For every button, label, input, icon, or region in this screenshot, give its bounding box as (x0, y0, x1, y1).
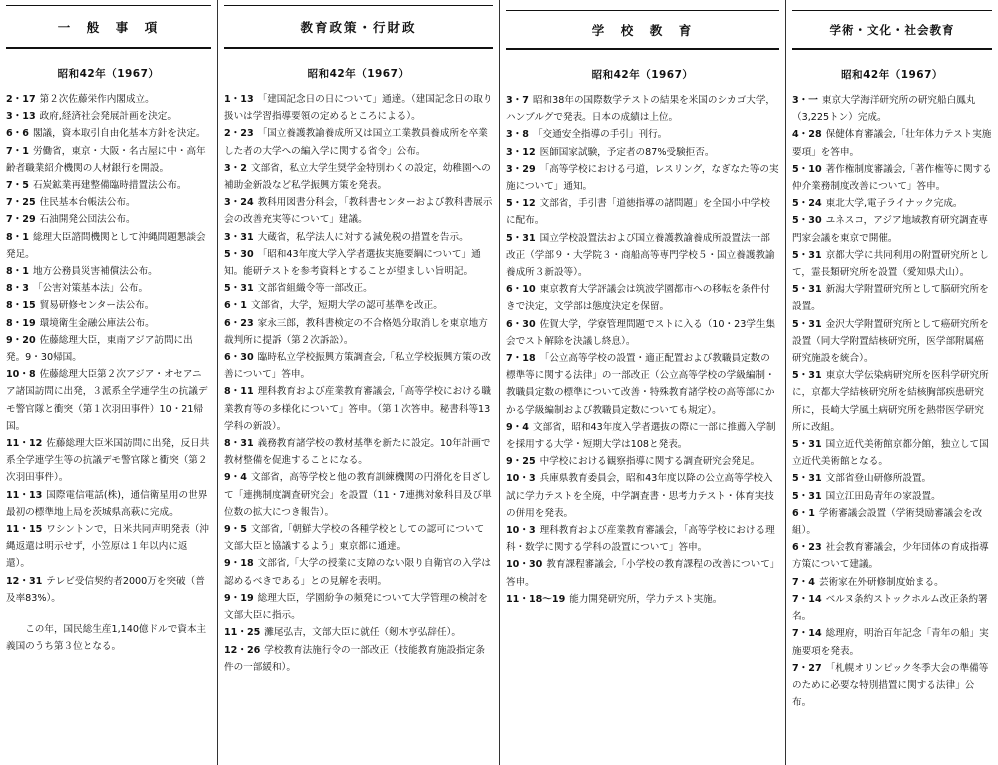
chronology-entry (224, 555, 493, 589)
entry-text: 石炭鉱業再建整備臨時措置法公布。 (32, 180, 187, 192)
entry-text: 義務教育諸学校の教材基準を新たに設定。10年計画で教材整備を促進することになる。 (224, 438, 491, 467)
entry-text: 医師国家試験，予定者の87%受験拒否。 (539, 146, 715, 158)
entry-date: 9・4 (506, 421, 529, 433)
chronology-entry (6, 177, 211, 194)
entry-date: 6・10 (506, 284, 536, 296)
entry-list (792, 92, 992, 711)
entry-date: 1・13 (224, 94, 254, 105)
entry-text: 社会教育審議会，少年団体の育成指導方策について建議。 (792, 542, 989, 571)
chronology-entry (224, 194, 493, 228)
chronology-entry (506, 230, 779, 282)
entry-text: 佐藤総理大臣米国訪問に出発，反日共系全学連学生等の抗議デモ警官隊と衝突（第２次羽田事件）。 (6, 438, 210, 484)
chronology-entry (792, 161, 992, 195)
chronology-entry (792, 505, 992, 539)
entry-date: 9・5 (224, 524, 247, 536)
entry-date: 5・31 (224, 283, 254, 295)
entry-date: 11・15 (6, 524, 43, 536)
entry-text: 兵庫県教育委員会，昭和43年度以降の公立高等学校入試に学力テストを全廃，中学調査書・思考力テスト・体育実技の併用を発表。 (506, 473, 774, 519)
chronology-entry (6, 332, 211, 366)
chronology-entry (792, 574, 992, 591)
entry-text: 東北大学,電子ライナック完成。 (825, 198, 963, 210)
chronology-entry (6, 263, 211, 280)
entry-date: 7・27 (792, 662, 822, 674)
entry-text: 昭和38年の国際数学テストの結果を米国のシカゴ大学，ハンブルグで発表。日本の成績は上位。 (506, 95, 776, 124)
chronology-entry (506, 591, 779, 608)
entry-date: 5・31 (792, 439, 822, 451)
column-school-education (499, 0, 785, 765)
chronology-entry (792, 195, 992, 212)
entry-text: 東京教育大学評議会は筑波学園都市への移転を条件付きで決定，文学部は態度決定を保留。 (506, 284, 770, 313)
chronology-entry (506, 556, 779, 590)
entry-text: 能力開発研究所，学力テスト実施。 (569, 593, 723, 605)
entry-date: 4・28 (792, 129, 822, 141)
chronology-entry (506, 350, 779, 419)
entry-text: 佐賀大学，学寮管理問題でストに入る（10・23学生集会でスト解除を決議し終息）。 (506, 318, 776, 347)
entry-date: 7・18 (506, 353, 536, 365)
entry-date: 5・31 (792, 473, 822, 485)
chronology-entry (224, 383, 493, 435)
chronology-entry (224, 590, 493, 624)
chronology-entry (6, 194, 211, 211)
entry-date: 7・14 (792, 593, 822, 605)
chronology-entry (506, 144, 779, 161)
entry-text: ベルヌ条約ストックホルム改正条約署名。 (792, 593, 988, 623)
chronology-entry (224, 521, 493, 555)
chronology-entry (224, 469, 493, 521)
entry-date: 11・25 (224, 627, 261, 639)
entry-date: 10・3 (506, 525, 536, 537)
entry-text: 佐藤総理大臣，東南アジア訪問に出発。9・30帰国。 (6, 334, 193, 364)
entry-date: 8・3 (6, 283, 29, 295)
entry-text: 「高等学校における弓道，レスリング，なぎなた等の実施について」通知。 (506, 163, 779, 193)
chronology-entry (506, 126, 779, 143)
entry-text: 総理大臣諮問機関として沖縄問題懇談会発足。 (6, 231, 206, 260)
entry-date: 5・31 (792, 490, 822, 502)
entry-text: 第２次佐藤栄作内閣成立。 (39, 94, 155, 105)
chronology-entry (6, 521, 211, 573)
entry-text: 環境衛生金融公庫法公布。 (39, 317, 155, 329)
entry-text: 学術審議会設置（学術奨励審議会を改組）。 (792, 507, 983, 537)
chronology-entry (506, 92, 779, 126)
entry-date: 6・1 (224, 300, 247, 312)
chronology-entry (792, 316, 992, 368)
chronology-entry (6, 108, 211, 125)
chronology-entry (6, 297, 211, 314)
entry-text: 佐藤総理大臣第２次アジア・オセアニア諸国訪問に出発，３派系全学連学生の抗議デモ警官隊と衝突（第１次羽田事件）10・21帰国。 (6, 369, 208, 432)
chronology-entry (224, 280, 493, 297)
chronology-entry (6, 211, 211, 228)
chronology-entry (224, 349, 493, 383)
column-education-policy (217, 0, 499, 765)
chronology-entry (6, 487, 211, 521)
entry-date: 8・1 (6, 231, 29, 243)
chronology-entry (506, 195, 779, 229)
chronology-entry (6, 573, 211, 607)
entry-date: 6・30 (224, 352, 254, 364)
entry-date: 9・4 (224, 472, 247, 484)
year-heading: 昭和42年（1967） (307, 68, 410, 80)
entry-date: 6・30 (506, 318, 536, 330)
entry-date: 8・19 (6, 317, 36, 329)
entry-text: 学校教育法施行令の一部改正（技能教育施設指定条件の一部緩和）。 (224, 644, 485, 673)
chronology-entry (6, 315, 211, 332)
entry-text: 教科用図書分科会，「教科書センターおよび教科書展示会の改善充実等について」建議。 (224, 197, 493, 226)
entry-date: 7・5 (6, 180, 29, 192)
chronology-entry (792, 488, 992, 505)
entry-text: 金沢大学附置研究所として癌研究所を設置（同大学附置結核研究所，医学部附属癌研究施設を統合）。 (792, 318, 989, 365)
entry-date: 9・18 (224, 558, 254, 570)
chronology-entry (792, 660, 992, 712)
entry-text: 文部省，昭和43年度入学者選抜の際に一部に推薦入学制を採用する大学・短期大学は108と発表。 (506, 421, 776, 451)
chronology-entry (6, 435, 211, 487)
chronology-entry (224, 297, 493, 314)
entry-text: 大蔵省，私学法人に対する減免税の措置を告示。 (257, 231, 469, 243)
column-header: 学 校 教 育 (506, 10, 779, 50)
entry-text: ユネスコ，アジア地域教育研究調査専門家会議を東京で開催。 (792, 215, 988, 244)
entry-date: 11・13 (6, 489, 43, 501)
entry-date: 6・23 (224, 317, 254, 329)
entry-text: 労働省，東京・大阪・名古屋に中・高年齢者職業紹介機関の人材銀行を開設。 (6, 145, 206, 174)
entry-text: 国際電信電話(株)，通信衛星用の世界最初の標準地上局を茨城県高萩に完成。 (6, 489, 208, 518)
chronology-entry (792, 212, 992, 246)
entry-text: 東京大学海洋研究所の研究船白鳳丸（3,225トン）完成。 (792, 95, 976, 124)
entry-date: 3・12 (506, 146, 536, 158)
chronology-entry (792, 367, 992, 436)
entry-text: 「公害対策基本法」公布。 (32, 283, 149, 295)
entry-text: 東京大学伝染病研究所を医科学研究所に，京都大学結核研究所を結核胸部疾患研究所に，長崎大学風土病研究所を熱帯医学研究所に改組。 (792, 370, 989, 433)
entry-date: 12・26 (224, 644, 261, 656)
entry-text: 文部省組織令等一部改正。 (257, 283, 373, 295)
chronology-entry (792, 470, 992, 487)
chronology-entry (6, 280, 211, 297)
chronology-entry (224, 160, 493, 194)
entry-text: 京都大学に共同利用の附置研究所として，霊長類研究所を設置（愛知県犬山）。 (792, 249, 989, 279)
entry-text: 住民基本台帳法公布。 (39, 197, 136, 209)
entry-date: 6・1 (792, 507, 815, 519)
chronology-entry (6, 229, 211, 263)
entry-date: 8・11 (224, 386, 254, 398)
entry-date: 5・31 (792, 370, 822, 382)
entry-date: 12・31 (6, 575, 43, 587)
chronology-entry (6, 125, 211, 142)
entry-text: 国立近代美術館京都分館，独立して国立近代美術館となる。 (792, 439, 989, 468)
entry-text: 総理府，明治百年記念「青年の船」実施要項を発表。 (792, 628, 989, 657)
entry-date: 8・15 (6, 300, 36, 312)
entry-date: 5・31 (792, 284, 822, 296)
entry-date: 2・23 (224, 128, 254, 140)
entry-date: 10・8 (6, 369, 36, 381)
entry-date: 7・29 (6, 214, 36, 226)
entry-text: 教育課程審議会,「小学校の教育課程の改善について」答申。 (506, 559, 775, 588)
entry-list (6, 91, 211, 607)
entry-text: 「国立養護教諭養成所又は国立工業教員養成所を卒業した者の大学への編入学に関する省令」公布。 (224, 128, 488, 157)
entry-text: ワシントンで，日米共同声明発表（沖縄返還は明示せず，小笠原は１年以内に返還）。 (6, 524, 209, 570)
chronology-entry (224, 315, 493, 349)
chronology-entry (506, 281, 779, 315)
chronology-entry (6, 143, 211, 177)
chronology-entry (792, 591, 992, 625)
entry-text: 文部省，大学，短期大学の認可基準を改正。 (250, 300, 443, 312)
year-heading: 昭和42年（1967） (841, 69, 943, 81)
closing-note: この年，国民総生産1,140億ドルで資本主義国のうち第３位となる。 (6, 624, 207, 653)
entry-text: 「交通安全指導の手引」刊行。 (532, 129, 668, 141)
entry-date: 3・13 (6, 111, 36, 123)
entry-text: 国立学校設置法および国立養護教諭養成所設置法一部改正（学部９・大学院３・商船高等専門学校５・国立養護教諭養成所３新設等）。 (506, 232, 775, 279)
entry-text: テレビ受信契約者2000万を突破（普及率83%）。 (6, 575, 205, 604)
chronology-entry (792, 625, 992, 659)
entry-text: 国立江田島青年の家設置。 (825, 490, 941, 502)
entry-date: 11・12 (6, 438, 43, 450)
entry-text: 「昭和43年度大学入学者選抜実施要綱について」通知。能研テストを参考資料とすることが望ましい旨明記。 (224, 248, 481, 278)
chronology-entry (792, 281, 992, 315)
chronology-entry (506, 316, 779, 350)
entry-date: 7・14 (792, 628, 822, 640)
chronology-entry (224, 642, 493, 676)
entry-text: 地方公務員災害補償法公布。 (32, 266, 158, 278)
entry-date: 8・1 (6, 266, 29, 278)
entry-date: 6・23 (792, 542, 822, 554)
column-general-affairs (0, 0, 217, 765)
entry-text: 「公立高等学校の設置・適正配置および教職員定数の標準等に関する法律」の一部改正（公立高等学校の学級編制・教職員定数の標準について改善・特殊教育諸学校の高等部にかかる学級編制および教職員定数についても規定）。 (506, 353, 775, 416)
entry-date: 7・4 (792, 576, 815, 588)
entry-date: 7・1 (6, 145, 29, 157)
entry-date: 5・12 (506, 198, 536, 210)
entry-text: 著作権制度審議会,「著作権等に関する仲介業務制度改善について」答申。 (792, 163, 992, 193)
entry-text: 理科教育および産業教育審議会,「高等学校における職業教育等の多様化について」答申。（第１次答申。秘書科等13学科の新設）。 (224, 386, 491, 432)
entry-date: 9・20 (6, 334, 36, 346)
entry-date: 10・3 (506, 473, 536, 485)
entry-text: 新潟大学附置研究所として脳研究所を設置。 (792, 284, 989, 313)
chronology-entry (6, 91, 211, 108)
column-header: 教育政策・行財政 (224, 5, 493, 49)
chronology-entry (792, 126, 992, 160)
entry-date: 11・18〜19 (506, 593, 566, 605)
chronology-entry (224, 435, 493, 469)
entry-text: 貿易研修センター法公布。 (39, 300, 155, 312)
chronology-entry (224, 91, 493, 125)
entry-date: 3・29 (506, 163, 536, 175)
entry-date: 3・8 (506, 129, 529, 141)
entry-text: 政府,経済社会発展計画を決定。 (39, 111, 177, 123)
entry-date: 5・31 (506, 232, 536, 244)
chronology-entry (224, 246, 493, 280)
entry-date: 5・24 (792, 198, 822, 210)
entry-text: 文部省，手引書「道徳指導の諸問題」を全国小中学校に配布。 (506, 198, 770, 227)
year-heading: 昭和42年（1967） (591, 69, 694, 81)
year-heading: 昭和42年（1967） (57, 68, 160, 80)
entry-text: 芸術家在外研修制度始まる。 (818, 576, 944, 588)
entry-text: 臨時私立学校振興方策調査会,「私立学校振興方策の改善について」答申。 (224, 352, 491, 381)
entry-date: 7・25 (6, 197, 36, 209)
entry-date: 3・31 (224, 231, 254, 243)
entry-text: 家永三郎，教科書検定の不合格処分取消しを東京地方裁判所に提訴（第２次訴訟）。 (224, 317, 488, 346)
chronology-entry (506, 522, 779, 556)
entry-date: 3・7 (506, 95, 529, 106)
chronology-entry (506, 161, 779, 195)
chronology-entry (792, 247, 992, 281)
entry-date: 2・17 (6, 94, 36, 105)
entry-date: 3・24 (224, 197, 254, 209)
entry-date: 5・30 (224, 248, 254, 260)
column-academic-culture (785, 0, 998, 765)
entry-text: 総理大臣，学園紛争の頻発について大学管理の検討を文部大臣に指示。 (224, 592, 488, 622)
column-header: 一 般 事 項 (6, 5, 211, 49)
entry-list (224, 91, 493, 676)
chronology-entry (792, 539, 992, 573)
entry-date: 5・30 (792, 215, 822, 227)
chronology-entry (224, 125, 493, 159)
entry-text: 石油開発公団法公布。 (39, 214, 136, 226)
entry-date: 9・19 (224, 592, 254, 604)
entry-date: 5・10 (792, 163, 822, 175)
chronology-entry (506, 453, 779, 470)
entry-date: 3・一 (792, 95, 818, 106)
entry-date: 6・6 (6, 128, 29, 140)
entry-text: 「札幌オリンピック冬季大会の準備等のために必要な特別措置に関する法律」公布。 (792, 662, 989, 709)
entry-text: 文部省，私立大学生奨学金特別わくの設定，幼稚園への補助金新設など私学振興方策を発表。 (224, 162, 491, 192)
chronology-entry (224, 624, 493, 641)
chronology-entry (224, 229, 493, 246)
entry-text: 文部省，高等学校と他の教育訓練機関の円滑化を目ざして「連携制度調査研究会」を設置（11・7連携対象科目及び単位数の拡大につき報告）。 (224, 472, 492, 518)
column-header: 学術・文化・社会教育 (792, 10, 992, 50)
chronology-entry (506, 470, 779, 522)
entry-date: 9・25 (506, 456, 536, 468)
entry-text: 保健体育審議会,「壮年体力テスト実施要項」を答申。 (792, 129, 992, 158)
entry-date: 5・31 (792, 249, 822, 261)
entry-date: 3・2 (224, 162, 247, 174)
entry-date: 5・31 (792, 318, 822, 330)
entry-text: 中学校における観察指導に関する調査研究会発足。 (539, 456, 761, 468)
entry-date: 10・30 (506, 559, 543, 571)
chronology-entry (6, 366, 211, 435)
entry-text: 「建国記念日の日について」通達。（建国記念日の取り扱いは学習指導要領の定めるところによる）。 (224, 94, 493, 123)
chronology-entry (792, 436, 992, 470)
entry-text: 文部省,「朝鮮大学校の各種学校としての認可について文部大臣と協議するよう」東京都に通達。 (224, 524, 485, 553)
entry-list (506, 92, 779, 608)
entry-text: 文部省登山研修所設置。 (825, 473, 932, 485)
chronology-entry (792, 92, 992, 126)
entry-date: 8・31 (224, 438, 254, 450)
entry-text: 文部省,「大学の授業に支障のない限り自衛官の入学は認めるべきである」との見解を表明。 (224, 558, 491, 587)
entry-text: 灘尾弘吉，文部大臣に就任（剱木亨弘辞任）。 (264, 627, 461, 639)
entry-text: 閣議，資本取引自由化基本方針を決定。 (32, 128, 206, 140)
chronology-entry (506, 419, 779, 453)
entry-text: 理科教育および産業教育審議会，「高等学校における理科・数学に関する学科の設置について」答申。 (506, 525, 775, 554)
